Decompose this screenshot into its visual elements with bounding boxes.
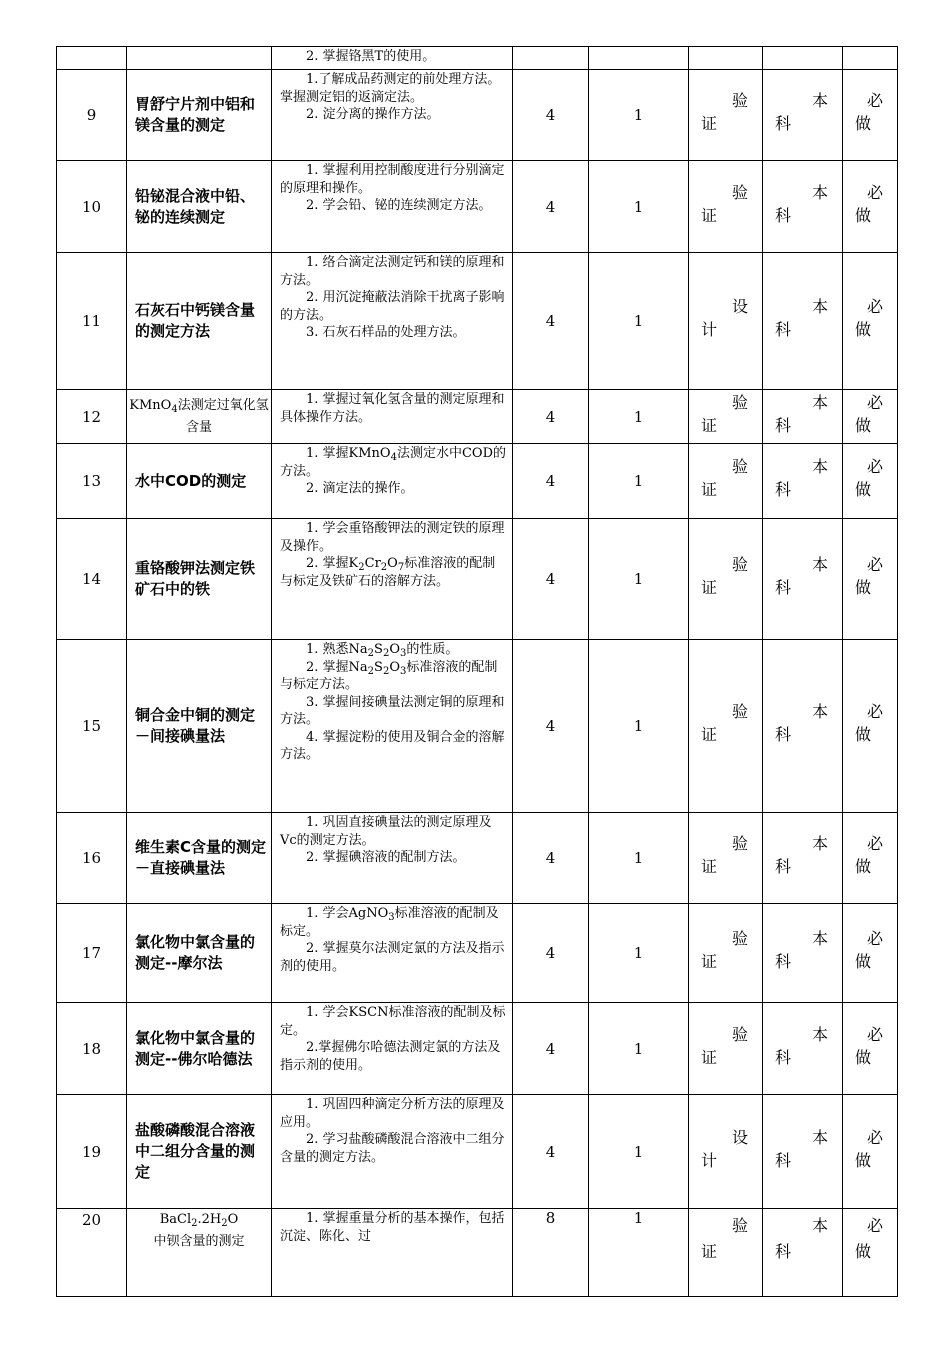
objectives: 1. 熟悉$Na_2S_2O_3$的性质。 2. 掌握$Na_2S_2O_3$标准溶液的配制与标定方法。 3. 掌握间接碘量法测定铜的原理和方法。 4. 掌握淀粉的使用及铜合金的溶解方法。 (272, 640, 513, 813)
objectives: 1. 学会AgNO$_3$标准溶液的配制及标定。 2. 掌握莫尔法测定氯的方法及指示剂的使用。 (272, 904, 513, 1003)
experiment-type: 验 证 (689, 1003, 763, 1095)
hours: 4 (513, 253, 589, 390)
row-number: 15 (57, 640, 127, 813)
level: 本 科 (763, 444, 843, 519)
requirement: 必 做 (843, 813, 898, 904)
experiment-name: 氯化物中氯含量的测定--摩尔法 (127, 904, 272, 1003)
objectives: 1. 掌握KMnO$_4$法测定水中COD的方法。 2. 滴定法的操作。 (272, 444, 513, 519)
experiment-name: $BaCl_2.2H_2O$ 中钡含量的测定 (127, 1209, 272, 1297)
groups: 1 (589, 390, 689, 444)
hours: 4 (513, 640, 589, 813)
experiment-table (56, 46, 898, 1297)
experiment-type: 验 证 (689, 904, 763, 1003)
requirement: 必 做 (843, 253, 898, 390)
requirement: 必 做 (843, 390, 898, 444)
table-row (57, 1095, 898, 1209)
experiment-type: 验 证 (689, 640, 763, 813)
experiment-type: 设 计 (689, 253, 763, 390)
requirement: 必 做 (843, 519, 898, 640)
groups: 1 (589, 904, 689, 1003)
objectives: 1.了解成品药测定的前处理方法。掌握测定铝的返滴定法。 2. 淀分离的操作方法。 (272, 70, 513, 161)
objectives: 1. 巩固直接碘量法的测定原理及Vc的测定方法。 2. 掌握碘溶液的配制方法。 (272, 813, 513, 904)
hours: 4 (513, 1003, 589, 1095)
hours: 4 (513, 70, 589, 161)
experiment-type: 验 证 (689, 813, 763, 904)
objectives: 1. 学会重铬酸钾法的测定铁的原理及操作。 2. 掌握$K_2Cr_2O_7$标准溶液的配制与标定及铁矿石的溶解方法。 (272, 519, 513, 640)
row-number: 14 (57, 519, 127, 640)
level: 本 科 (763, 1003, 843, 1095)
hours: 4 (513, 390, 589, 444)
experiment-name: 盐酸磷酸混合溶液中二组分含量的测定 (127, 1095, 272, 1209)
experiment-name: 氯化物中氯含量的测定--佛尔哈德法 (127, 1003, 272, 1095)
groups: 1 (589, 813, 689, 904)
experiment-type: 验 证 (689, 519, 763, 640)
experiment-name: 重铬酸钾法测定铁矿石中的铁 (127, 519, 272, 640)
level: 本 科 (763, 161, 843, 253)
row-number: 10 (57, 161, 127, 253)
table-row (57, 519, 898, 640)
experiment-name: 水中COD的测定 (127, 444, 272, 519)
hours: 4 (513, 813, 589, 904)
row-number: 11 (57, 253, 127, 390)
requirement: 必 做 (843, 161, 898, 253)
hours: 4 (513, 444, 589, 519)
level: 本 科 (763, 253, 843, 390)
experiment-type: 验 证 (689, 1209, 763, 1297)
requirement: 必 做 (843, 70, 898, 161)
hours: 4 (513, 1095, 589, 1209)
requirement: 必 做 (843, 444, 898, 519)
row-number: 19 (57, 1095, 127, 1209)
experiment-name: 铅铋混合液中铅、铋的连续测定 (127, 161, 272, 253)
hours: 4 (513, 904, 589, 1003)
experiment-name: 胃舒宁片剂中铝和镁含量的测定 (127, 70, 272, 161)
table-row (57, 640, 898, 813)
experiment-table-page (56, 46, 897, 1297)
requirement: 必 做 (843, 640, 898, 813)
table-row (57, 161, 898, 253)
groups: 1 (589, 640, 689, 813)
experiment-type: 验 证 (689, 390, 763, 444)
objective-text: 2. 掌握铬黑T的使用。 (306, 49, 436, 64)
groups: 1 (589, 1003, 689, 1095)
experiment-name: 维生素C含量的测定－直接碘量法 (127, 813, 272, 904)
level: 本 科 (763, 70, 843, 161)
hours: 4 (513, 519, 589, 640)
groups: 1 (589, 519, 689, 640)
experiment-type: 验 证 (689, 70, 763, 161)
table-row (57, 47, 898, 70)
table-row (57, 390, 898, 444)
row-number: 17 (57, 904, 127, 1003)
experiment-type: 验 证 (689, 161, 763, 253)
table-row (57, 444, 898, 519)
table-row (57, 1209, 898, 1297)
table-row (57, 813, 898, 904)
level: 本 科 (763, 904, 843, 1003)
groups: 1 (589, 444, 689, 519)
row-number: 13 (57, 444, 127, 519)
experiment-type: 设 计 (689, 1095, 763, 1209)
hours: 8 (513, 1209, 589, 1297)
row-number: 18 (57, 1003, 127, 1095)
table-row (57, 253, 898, 390)
level: 本 科 (763, 813, 843, 904)
requirement: 必 做 (843, 1003, 898, 1095)
requirement: 必 做 (843, 1209, 898, 1297)
objectives: 1. 掌握利用控制酸度进行分别滴定的原理和操作。 2. 学会铅、铋的连续测定方法。 (272, 161, 513, 253)
level: 本 科 (763, 1095, 843, 1209)
experiment-type: 验 证 (689, 444, 763, 519)
row-number: 9 (57, 70, 127, 161)
groups: 1 (589, 70, 689, 161)
row-number: 20 (57, 1209, 127, 1297)
row-number: 12 (57, 390, 127, 444)
experiment-name: 铜合金中铜的测定－间接碘量法 (127, 640, 272, 813)
objectives: 1. 学会KSCN标准溶液的配制及标定。 2.掌握佛尔哈德法测定氯的方法及指示剂的使用。 (272, 1003, 513, 1095)
requirement: 必 做 (843, 904, 898, 1003)
hours: 4 (513, 161, 589, 253)
groups: 1 (589, 1209, 689, 1297)
requirement: 必 做 (843, 1095, 898, 1209)
experiment-name: KMnO$_4$法测定过氧化氢含量 (127, 390, 272, 444)
table-row (57, 1003, 898, 1095)
table-row (57, 70, 898, 161)
groups: 1 (589, 161, 689, 253)
table-row (57, 904, 898, 1003)
objectives: 1. 络合滴定法测定钙和镁的原理和方法。 2. 用沉淀掩蔽法消除干扰离子影响的方法。 3. 石灰石样品的处理方法。 (272, 253, 513, 390)
groups: 1 (589, 253, 689, 390)
experiment-name: 石灰石中钙镁含量的测定方法 (127, 253, 272, 390)
row-number: 16 (57, 813, 127, 904)
objectives: 1. 掌握过氧化氢含量的测定原理和具体操作方法。 (272, 390, 513, 444)
level: 本 科 (763, 640, 843, 813)
groups: 1 (589, 1095, 689, 1209)
level: 本 科 (763, 390, 843, 444)
objectives: 1. 巩固四种滴定分析方法的原理及应用。 2. 学习盐酸磷酸混合溶液中二组分含量的测定方法。 (272, 1095, 513, 1209)
objectives: 1. 掌握重量分析的基本操作，包括沉淀、陈化、过 (272, 1209, 513, 1297)
level: 本 科 (763, 519, 843, 640)
level: 本 科 (763, 1209, 843, 1297)
